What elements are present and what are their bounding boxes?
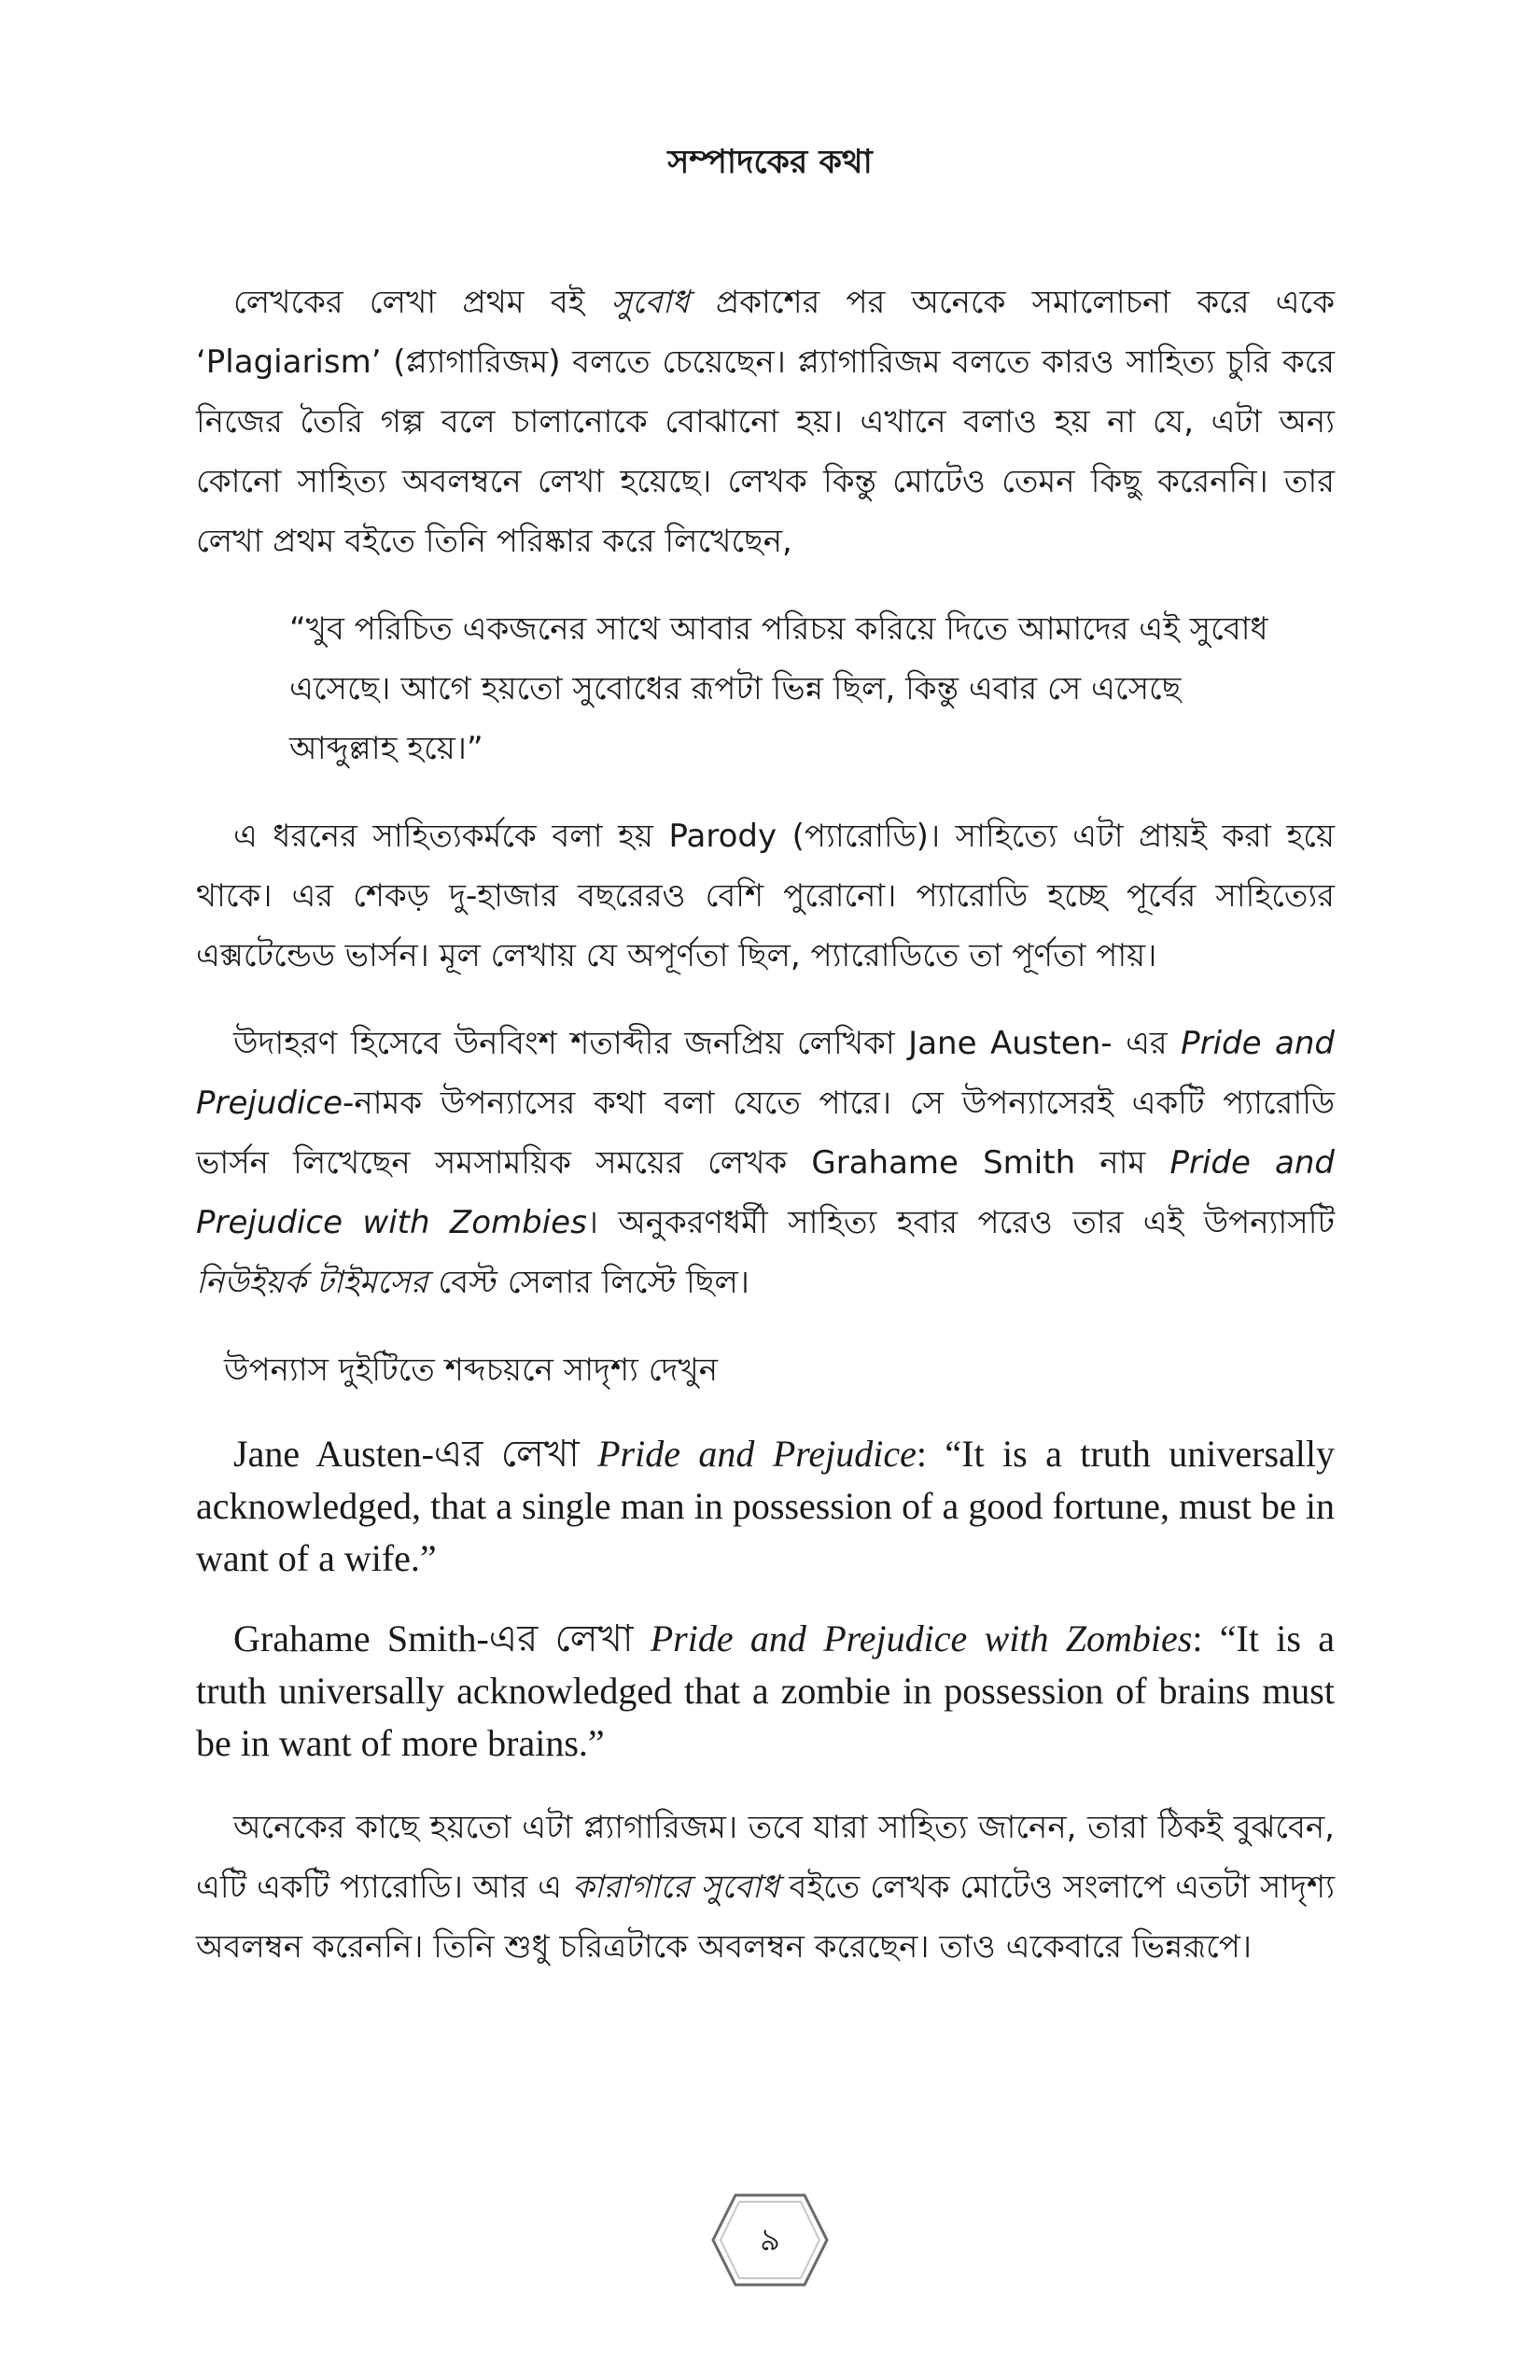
page-number: ৯ [759,2221,781,2259]
paragraph-2: এ ধরনের সাহিত্যকর্মকে বলা হয় Parody (প্যারোডি)। সাহিত্যে এটা প্রায়ই করা হয়ে থাকে। এর শেকড় দু-হাজার বছরেরও বেশি পুরোনো। প্যারোডি হচ্ছে পূর্বের সাহিত্যের এক্সটেন্ডেড ভার্সন। মূল লেখায় যে অপূর্ণতা ছিল, প্যারোডিতে তা পূর্ণতা পায়। [196,818,1335,974]
text-run: বেস্ট সেলার লিস্টে ছিল। [427,1264,749,1301]
text-run: । অনুকরণধর্মী সাহিত্য হবার পরেও তার এই উপন্যাসটি [586,1204,1335,1241]
body-text [196,273,1335,2005]
book-title-subodh: সুবোধ [610,284,690,321]
paragraph-3 [196,1014,1335,1312]
paragraph-6-quote-smith [196,1613,1335,1770]
text-run: : “It is a truth universally acknowledged that a zombie in possession of brains must be in want of more brains.” [196,1617,1336,1764]
paragraph-4: উপন্যাস দুইটিতে শব্দচয়নে সাদৃশ্য দেখুন [224,1351,719,1389]
book-title-karagare-subodh: কারাগারে সুবোধ [571,1869,779,1906]
text-run: : “It is a truth universally acknowledged, that a single man in possession of a good fortune, must be in want of a wife.” [196,1433,1336,1579]
book-title-with-zombies: Pride and Prejudice with Zombies [196,1144,1336,1241]
paragraph-1 [196,273,1335,571]
text-run: -নামক উপন্যাসের কথা বলা যেতে পারে। সে উপন্যাসেরই একটি প্যারোডি ভার্সন লিখেছেন সমসাময়িক সময়ের লেখক Grahame Smith নাম [196,1085,1335,1182]
book-title-pride-and-prejudice: Pride and Prejudice [196,1025,1336,1122]
text-run: প্রকাশের পর অনেকে সমালোচনা করে একে ‘Plagiarism’ (প্ল্যাগারিজম) বলতে চেয়েছেন। প্ল্যাগারিজম বলতে কারও সাহিত্য চুরি করে নিজের তৈরি গল্প বলে চালানোকে বোঝানো হয়। এখানে বলাও হয় না যে, এটা অন্য কোনো সাহিত্য অবলম্বনে লেখা হয়েছে। লেখক কিন্তু মোটেও তেমন কিছু করেননি। তার লেখা প্রথম বইতে তিনি পরিষ্কার করে লিখেছেন, [196,284,1335,560]
book-title-with-zombies: Pride and Prejudice with Zombies [650,1617,1193,1659]
block-quote: “খুব পরিচিত একজনের সাথে আবার পরিচয় করিয়ে দিতে আমাদের এই সুবোধ এসেছে। আগে হয়তো সুবোধের রূপটা ভিন্ন ছিল, কিন্তু এবার সে এসেছে আব্দুল্লাহ হয়ে।” [289,610,1268,767]
page-number-badge [709,2191,831,2289]
book-title-pride-and-prejudice: Pride and Prejudice [597,1433,917,1475]
paragraph-5-quote-austen [196,1428,1335,1585]
text-run: Grahame Smith-এর লেখা [233,1617,651,1659]
text-run: অনেকের কাছে হয়তো এটা প্ল্যাগারিজম। তবে যারা সাহিত্য জানেন, তারা ঠিকই বুঝবেন, এটি একটি প্যারোডি। আর এ [196,1809,1335,1906]
page-title: সম্পাদকের কথা [667,144,873,181]
text-run: Jane Austen-এর লেখা [233,1433,598,1475]
paragraph-7 [196,1798,1335,1977]
text-run: বইতে লেখক মোটেও সংলাপে এতটা সাদৃশ্য অবলম্বন করেননি। তিনি শুধু চরিত্রটাকে অবলম্বন করেছেন। তাও একেবারে ভিন্নরূপে। [196,1869,1336,1966]
text-run: উদাহরণ হিসেবে উনবিংশ শতাব্দীর জনপ্রিয় লেখিকা Jane Austen- এর [233,1025,1182,1062]
newspaper-title: নিউইয়র্ক টাইমসের [196,1264,428,1301]
text-run: লেখকের লেখা প্রথম বই [233,284,611,321]
